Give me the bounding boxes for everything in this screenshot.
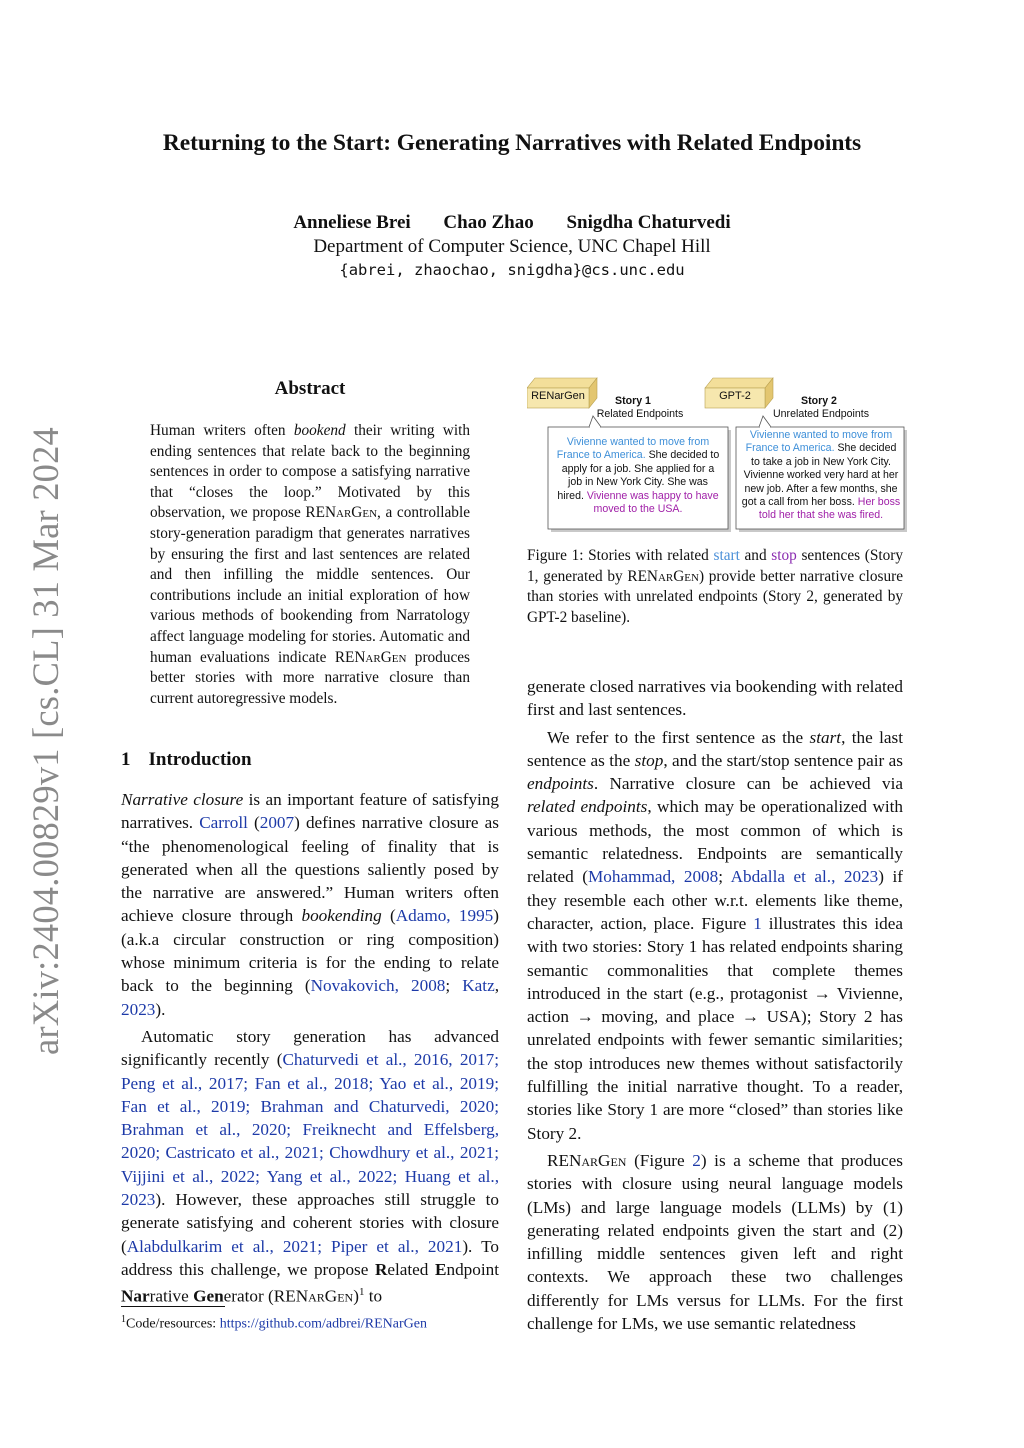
citation-link[interactable]: Adamo, 1995	[395, 906, 494, 926]
figure-reference-link[interactable]: 1	[753, 913, 762, 933]
author-name: Anneliese Brei	[293, 212, 411, 233]
paragraph: We refer to the first sentence as the start, the last sentence as the stop, and the start/stop sentence pair as endpoints. Narrative closure can be achieved via related endpoints, which may be operationalized with various methods, the most common of which is semantic relatedness. Endpoints are semantically related (Mohammad, 2008; Abdalla et al., 2023) if they resemble each other w.r.t. elements like theme, character, action, place. Figure 1 illustrates this idea with two stories: Story 1 has related endpoints sharing semantic commonalities that complete themes introduced in the start (e.g., protagonist → Vivienne, action → moving, and place → USA); Story 2 has unrelated endpoints with fewer semantic similarities; the stop introduces new themes without satisfactorily fulfilling the initial narrative thought. To a reader, stories like Story 1 are more “closed” than stories like Story 2.	[527, 727, 904, 1143]
citation-link[interactable]: Alabdulkarim et al., 2021; Piper et al., 2021	[126, 1236, 463, 1256]
paragraph: RENarGen (Figure 2) is a scheme that produces stories with closure using neural language models (LMs) and large language models (LLMs) by (1) generating related endpoints given the start and (2) infilling middle sentences given left and right contexts. We approach these two challenges differently for LMs versus for LLMs. For the first challenge for LMs, we use semantic relatedness	[527, 1150, 903, 1334]
author-emails: {abrei, zhaochao, snigdha}@cs.unc.edu	[339, 261, 685, 279]
paragraph: Narrative closure is an important feature of satisfying narratives. Carroll (2007) defines narrative closure as “the phenomenological feeling of finality that is generated when all the questions saliently posed by the narrative are answered.” Human writers often achieve closure through bookending (Adamo, 1995) (a.k.a circular construction or ring composition) whose minimum criteria is for the ending to relate back to the beginning (Novakovich, 2008; Katz, 2023).	[121, 790, 500, 1019]
abstract-heading: Abstract	[274, 378, 346, 399]
footnote-rule	[121, 1306, 225, 1307]
repo-link[interactable]: https://github.com/adbrei/RENarGen	[219, 1316, 427, 1332]
affiliation: Department of Computer Science, UNC Chapel Hill	[313, 236, 711, 257]
citation-link[interactable]: Katz	[462, 976, 495, 996]
abstract-body: Human writers often bookend their writing with ending sentences that relate back to the beginning sentences in order to compose a satisfying narrative that “closes the loop.” Motivated by this observation, we propose RENarGen, a controllable story-generation paradigm that generates narratives by ensuring the first and last sentences are related and then infilling the middle sentences. Our contributions include an initial exploration of how various methods of bookending from Narratology affect language modeling for stories. Automatic and human evaluations indicate RENarGen produces better stories with more narrative closure than current autoregressive models.	[150, 422, 471, 707]
footnote-marker: 1	[358, 1286, 365, 1299]
citation-link[interactable]: Abdalla et al., 2023	[730, 867, 879, 887]
citation-link[interactable]: Chaturvedi et al., 2016, 2017; Peng et al., 2017; Fan et al., 2018; Yao et al., 2019; Fan et al., 2019; Brahman and Chaturvedi, 2020; Brahman et al., 2020; Freiknecht and Effelsberg, 2020; Castricato et al., 2021; Chowdhury et al., 2021; Vijjini et al., 2022; Yang et al., 2022; Huang et al., 2023	[121, 1050, 499, 1210]
story-1-sublabel: Related Endpoints	[596, 408, 684, 420]
figure-1	[527, 374, 907, 536]
story-2-label: Story 2	[801, 395, 837, 407]
author-list	[0, 212, 1024, 234]
intro-right-column	[527, 675, 903, 1335]
story-1-label: Story 1	[615, 395, 651, 407]
figure-1-caption: Figure 1: Stories with related start and stop sentences (Story 1, generated by RENarGen) provide better narrative closure than stories with unrelated endpoints (Story 2, generated by GPT-2 baseline).	[527, 547, 903, 626]
intro-left-column	[121, 788, 499, 1308]
paper-title: Returning to the Start: Generating Narratives with Related Endpoints	[162, 130, 862, 156]
arxiv-identifier: arXiv:2404.00829v1 [cs.CL] 31 Mar 2024	[25, 426, 66, 1055]
story-2-sublabel: Unrelated Endpoints	[773, 408, 869, 420]
paragraph: Automatic story generation has advanced significantly recently (Chaturvedi et al., 2016, 2017; Peng et al., 2017; Fan et al., 2018; Yao et al., 2019; Fan et al., 2019; Brahman and Chaturvedi, 2020; Brahman et al., 2020; Freiknecht and Effelsberg, 2020; Castricato et al., 2021; Chowdhury et al., 2021; Vijjini et al., 2022; Yang et al., 2022; Huang et al., 2023). However, these approaches still struggle to generate satisfying and coherent stories with closure (Alabdulkarim et al., 2021; Piper et al., 2021). To address this challenge, we propose Related Endpoint Narrative Generator (RENarGen)$^1$ to	[121, 1026, 499, 1306]
footnote: $^1$Code/resources: https://github.com/adbrei/RENarGen	[121, 1314, 427, 1332]
author-name: Chao Zhao	[443, 212, 534, 233]
citation-link[interactable]: Novakovich, 2008	[310, 976, 446, 996]
citation-link[interactable]: Mohammad, 2008	[587, 867, 719, 887]
citation-link[interactable]: 2023	[121, 999, 156, 1019]
paragraph: generate closed narratives via bookending with related first and last sentences.	[527, 677, 903, 720]
author-name: Snigdha Chaturvedi	[566, 212, 731, 233]
story-1-text: Vivienne wanted to move from France to America. She decided to apply for a job. She applied for a job in New York City. She was hired. Vivienne was happy to have moved to the USA.	[556, 436, 720, 516]
model-tag-renargen: RENarGen	[531, 390, 585, 402]
citation-link[interactable]: Carroll	[199, 813, 248, 833]
story-2-text: Vivienne wanted to move from France to America. She decided to take a job in New York City. Vivienne worked very hard at her new job. After a few months, she got a call from her boss. Her boss told her that she was fired.	[741, 429, 901, 522]
citation-link[interactable]: 2007	[259, 813, 295, 833]
section-heading-introduction: 1 Introduction	[121, 749, 252, 770]
figure-reference-link[interactable]: 2	[692, 1150, 701, 1170]
model-tag-gpt2: GPT-2	[719, 390, 751, 402]
